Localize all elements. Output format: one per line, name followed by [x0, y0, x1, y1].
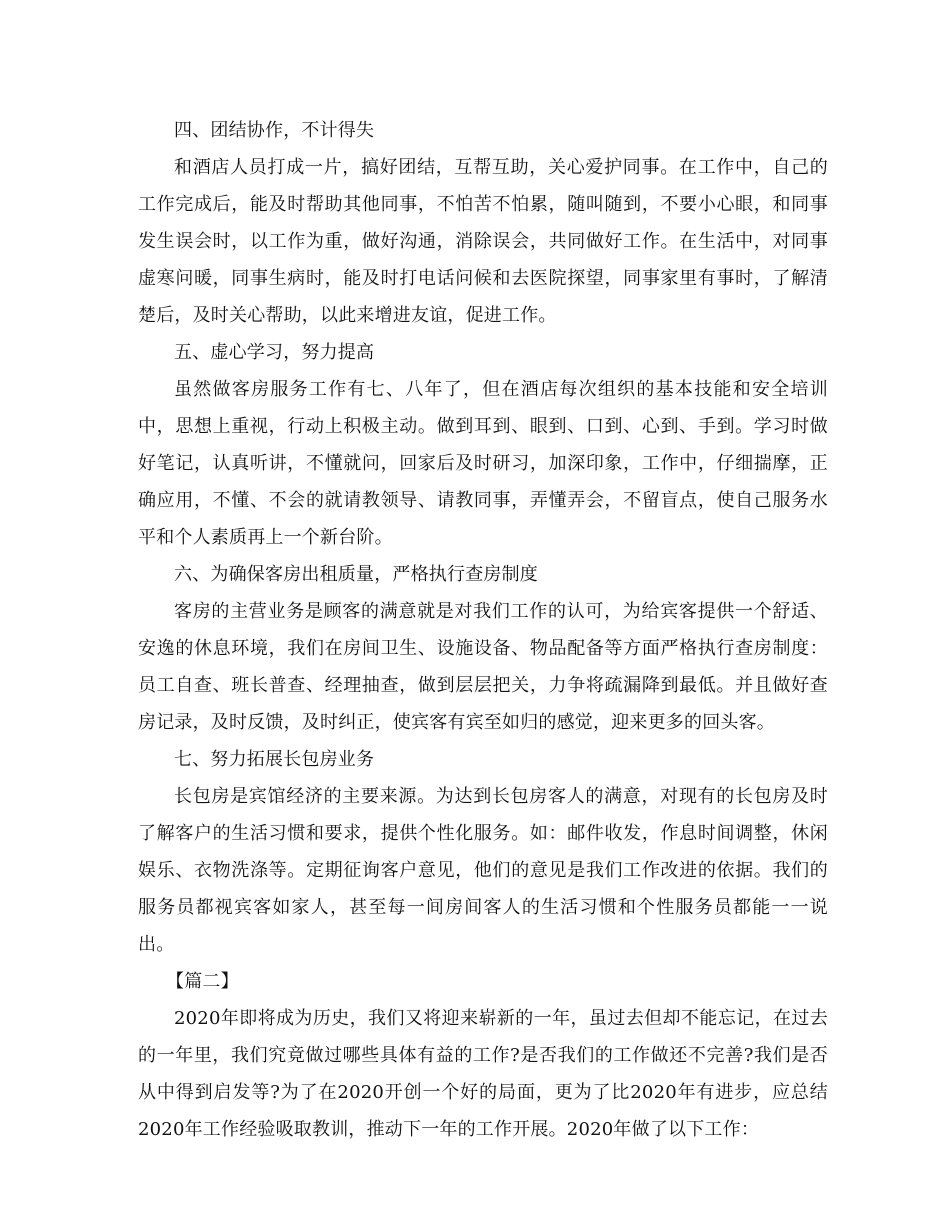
paragraph-learning: 虽然做客房服务工作有七、八年了，但在酒店每次组织的基本技能和安全培训中，思想上重视，行动上积极主动。做到耳到、眼到、口到、心到、手到。学习时做好笔记，认真听讲，不懂就问，回家后及时研习，加深印象，工作中，仔细揣摩，正确应用，不懂、不会的就请教领导、请教同事，弄懂弄会，不留盲点，使自己服务水平和个人素质再上一个新台阶。: [138, 379, 828, 548]
section-heading-6: 六、为确保客房出租质量，严格执行查房制度: [174, 564, 538, 585]
paragraph-teamwork: 和酒店人员打成一片，搞好团结，互帮互助，关心爱护同事。在工作中，自己的工作完成后，能及时帮助其他同事，不怕苦不怕累，随叫随到，不要小心眼，和同事发生误会时，以工作为重，做好沟通，消除误会，共同做好工作。在生活中，对同事虚寒问暖，同事生病时，能及时打电话问候和去医院探望，同事家里有事时，了解清楚后，及时关心帮助，以此来增进友谊，促进工作。: [138, 157, 828, 326]
section-heading-7: 七、努力拓展长包房业务: [174, 749, 375, 770]
paragraph-year-review: 2020年即将成为历史，我们又将迎来崭新的一年，虽过去但却不能忘记，在过去的一年里，我们究竟做过哪些具体有益的工作?是否我们的工作做还不完善?我们是否从中得到启发等?为了在2020开创一个好的局面，更为了比2020年有进步，应总结2020年工作经验吸取教训，推动下一年的工作开展。2020年做了以下工作：: [138, 1008, 828, 1140]
section-heading-5: 五、虚心学习，努力提高: [174, 342, 375, 363]
paragraph-long-stay: 长包房是宾馆经济的主要来源。为达到长包房客人的满意，对现有的长包房及时了解客户的生活习惯和要求，提供个性化服务。如：邮件收发，作息时间调整，休闲娱乐、衣物洗涤等。定期征询客户意见，他们的意见是我们工作改进的依据。我们的服务员都视宾客如家人，甚至每一间房间客人的生活习惯和个性服务员都能一一说出。: [138, 786, 828, 955]
part-two-label: 【篇二】: [166, 971, 239, 992]
section-heading-4: 四、团结协作，不计得失: [174, 120, 375, 141]
document-body: [138, 112, 828, 1148]
paragraph-room-inspection: 客房的主营业务是顾客的满意就是对我们工作的认可，为给宾客提供一个舒适、安逸的休息环境，我们在房间卫生、设施设备、物品配备等方面严格执行查房制度：员工自查、班长普查、经理抽查，做到层层把关，力争将疏漏降到最低。并且做好查房记录，及时反馈，及时纠正，使宾客有宾至如归的感觉，迎来更多的回头客。: [138, 601, 828, 733]
